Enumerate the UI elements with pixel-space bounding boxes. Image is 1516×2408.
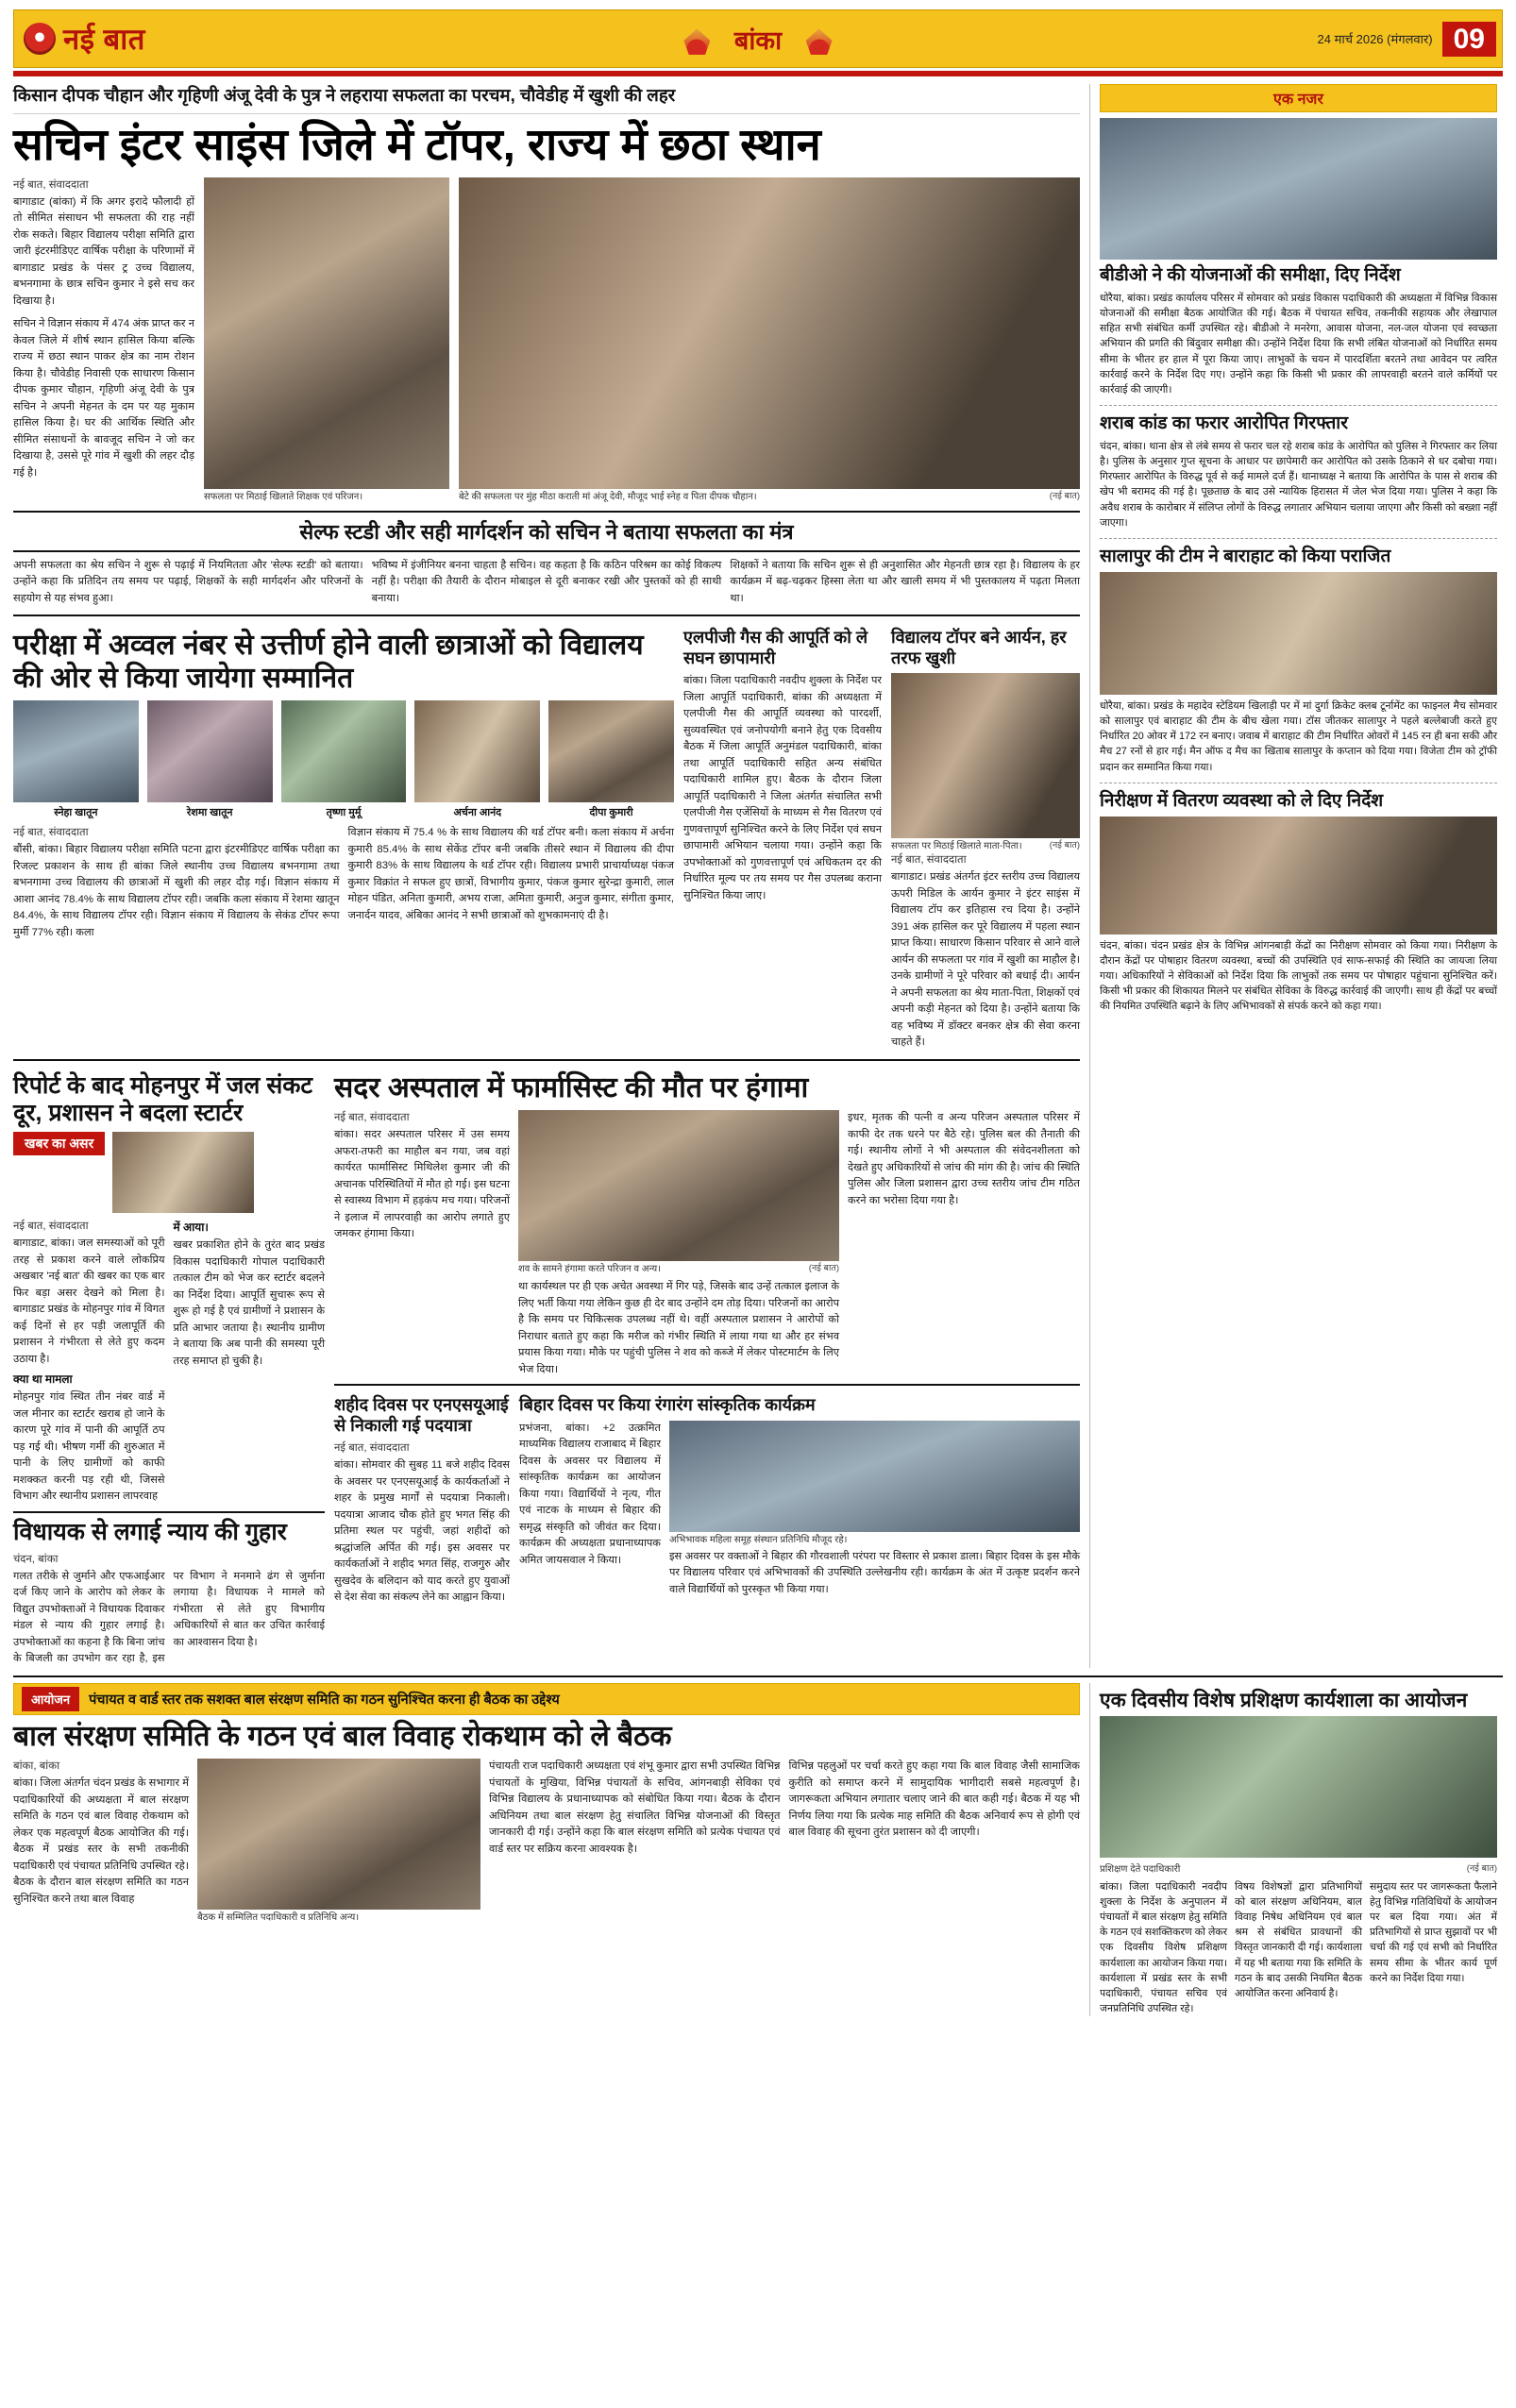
lead-para-1: बागाडाट (बांका) में कि अगर इरादे फौलादी हों तो सीमित संसाधन भी सफलता की राह नहीं रोक सकते। बिहार विद्यालय परीक्षा समिति द्वारा जारी इंटरमीडिएट वार्षिक परीक्षा के परिणामों में बागाडाट प्रखंड के पंसर ट्र उच्च विद्यालय, बभनगामा के छात्र सचिन कुमार ने इसे सच कर दिखाया है। xyxy=(13,195,194,307)
vidhayak-byline: चंदन, बांका xyxy=(13,1553,59,1565)
mohanpur-sub-1: क्या था मामला xyxy=(13,1372,73,1387)
sidebar-item-title-2: शराब कांड का फरार आरोपित गिरफ्तार xyxy=(1100,413,1348,434)
lead-photo-2 xyxy=(459,177,1080,489)
bottom-photo-caption: बैठक में सम्मिलित पदाधिकारी व प्रतिनिधि अन्य। xyxy=(197,1912,360,1924)
khabar-ka-asar-tag: खबर का असर xyxy=(13,1132,105,1155)
sadar-photo-credit: (नई बात) xyxy=(808,1263,839,1274)
girls-col-1: बौंसी, बांका। बिहार विद्यालय परीक्षा समिति पटना द्वारा इंटरमीडिएट वार्षिक परीक्षा का रिजल्ट प्रकाशन के साथ ही बांका जिले स्थानीय उच्च विद्यालय बभनगामा तथा बभनगामा उच्च विद्यालय की छात्राओं में खुशी की लहर दौड़ गई। विज्ञान संकाय में आशा आनंद 78.4% के साथ विद्यालय टॉपर रही। जबकि कला संकाय में रेशमा खातून 84.4%, के साथ विद्यालय टॉपर रही। विज्ञान संकाय में विद्यालय के सेकंड टॉपर रूपा मुर्मी 77% रही। कला xyxy=(13,844,340,938)
arjun-photo xyxy=(891,673,1080,838)
sadar-col-3: इधर, मृतक की पत्नी व अन्य परिजन अस्पताल परिसर में काफी देर तक धरने पर बैठे रहे। पुलिस बल की तैनाती की गई। स्थानीय लोगों ने भी अस्पताल की संवेदनशीलता को देखते हुए अधिकारियों से जांच की मांग की है। जांच की स्थिति पुलिस और जिला प्रशासन द्वारा उच्च स्तरीय जांच टीम गठित करने का भरोसा दिया गया है। xyxy=(848,1112,1080,1206)
arjun-text: बागाडाट। प्रखंड अंतर्गत इंटर स्तरीय उच्च विद्यालय ऊपरी मिडिल के आर्यन कुमार ने इंटर साइंस में विद्यालय टॉप कर इतिहास रच दिया है। उन्होंने 391 अंक हासिल कर पूरे विद्यालय में पहला स्थान प्राप्त किया। साधारण किसान परिवार से आने वाले आर्यन की सफलता पर गांव में खुशी का माहौल है। उनके ग्रामीणों ने पूरे परिवार को बधाई दी। आर्यन ने अपनी सफलता का श्रेय माता-पिता, शिक्षकों एवं अपनी कड़ी मेहनत को दिया है। उन्होंने बताया कि वह भविष्य में डॉक्टर बनकर क्षेत्र की सेवा करना चाहते हैं। xyxy=(891,871,1080,1049)
bottom-section xyxy=(13,1675,1503,2017)
edition-name xyxy=(14,22,1502,57)
mohanpur-photo xyxy=(112,1132,254,1213)
mantra-col-3: शिक्षकों ने बताया कि सचिन शुरू से ही अनुशासित और मेहनती छात्र रहा है। विद्यालय के हर कार्यक्रम में बढ़-चढ़कर हिस्सा लेता था और खाली समय में भी पुस्तकालय में पढ़ता मिलता था। xyxy=(730,559,1081,604)
bottom-right-caption: प्रशिक्षण देते पदाधिकारी xyxy=(1100,1863,1181,1875)
girls-col-2: विज्ञान संकाय में 75.4 % के साथ विद्यालय की थर्ड टॉपर बनी। कला संकाय में अर्चना कुमारी 85.4% के साथ सेकेंड टॉपर बनी जबकि तीसरे स्थान में विद्यालय की दीपा कुमारी 83% के साथ विद्यालय के थर्ड टॉपर रही। विद्यालय प्रभारी प्राचार्याध्यक्ष पंकज कुमार विक्रांत ने सफल हुए छात्रों, विभागीय कुमार, पंकज कुमार सुरेन्द्रा कुमारी, लाल मोहन पंडित, अनिता कुमारी, अभय राजा, अमिता कुमारी, अनुज कुमार, संगीता कुमार, जनार्दन यादव, अंबिका आनंद ने सभी छात्राओं को शुभकामनाएं दी है। xyxy=(347,827,674,921)
girls-headline: परीक्षा में अव्वल नंबर से उत्तीर्ण होने वाली छात्राओं को विद्यालय की ओर से किया जायेगा सम्मानित xyxy=(13,630,644,694)
bihar-diwas-photo xyxy=(669,1421,1080,1532)
photo-credit: (नई बात) xyxy=(1049,490,1080,501)
girl-photo xyxy=(548,700,674,802)
sidebar-header: एक नजर xyxy=(1100,84,1497,112)
girl-item xyxy=(147,700,273,819)
bottom-col-2: पंचायती राज पदाधिकारी अध्यक्षता एवं शंभू कुमार द्वारा सभी उपस्थित विभिन्न पंचायतों के मुखिया, विभिन्न पंचायतों के सचिव, आंगनबाड़ी सेविका एवं विभिन्न विद्यालय के प्रधानाध्यापक को संबोधित किया गया। बैठक के दौरान अधिनियम तथा बाल संरक्षण हेतु संचालित विभिन्न योजनाओं की विस्तृत जानकारी दी गई। उन्होंने कहा कि बाल संरक्षण समिति को प्रत्येक पंचायत एवं वार्ड स्तर पर सक्रिय करना आवश्यक है। xyxy=(489,1760,781,1855)
girl-item xyxy=(548,700,674,819)
bottom-right-col-3: समुदाय स्तर पर जागरूकता फैलाने हेतु विभिन्न गतिविधियों के आयोजन पर बल दिया गया। अंत में प्रतिभागियों से प्राप्त सुझावों पर भी चर्चा की गई एवं सभी को निर्धारित समय सीमा के भीतर कार्य पूर्ण करने का निर्देश दिया गया। xyxy=(1370,1880,1497,1984)
lpg-story xyxy=(683,624,882,1052)
girl-photo xyxy=(281,700,407,802)
girls-byline: नई बात, संवाददाता xyxy=(13,827,89,839)
bottom-col-3: विभिन्न पहलुओं पर चर्चा करते हुए कहा गया कि बाल विवाह जैसी सामाजिक कुरीति को समाप्त करने में सामुदायिक भागीदारी सबसे महत्वपूर्ण है। जागरूकता अभियान लगातार चलाए जाने की बात कही गई। बैठक में यह भी निर्णय लिया गया कि प्रत्येक माह समिति की बैठक अनिवार्य रूप से होगी एवं बाल विवाह की सूचना तुरंत प्रशासन को दी जाएगी। xyxy=(788,1760,1080,1839)
mantra-subhead: सेल्फ स्टडी और सही मार्गदर्शन को सचिन ने बताया सफलता का मंत्र xyxy=(13,511,1080,552)
sidebar-photo-2 xyxy=(1100,572,1497,695)
main-content xyxy=(13,84,1080,1668)
bottom-right-col-1: बांका। जिला पदाधिकारी नवदीप शुक्ला के निर्देश के अनुपालन में पंचायतों में बाल संरक्षण हेतु समिति के गठन एवं सशक्तिकरण को लेकर एक दिवसीय विशेष प्रशिक्षण कार्यशाला का आयोजन किया गया। कार्यशाला में प्रखंड स्तर के सभी पदाधिकारी, पंचायत सचिव एवं जनप्रतिनिधि उपस्थित रहे। xyxy=(1100,1880,1227,2015)
sidebar-item-text-4: चंदन, बांका। चंदन प्रखंड क्षेत्र के विभिन्न आंगनबाड़ी केंद्रों का निरीक्षण सोमवार को किया गया। निरीक्षण के दौरान केंद्रों पर पोषाहार वितरण व्यवस्था, बच्चों की उपस्थिति एवं साफ-सफाई की स्थिति का जायजा लिया गया। अधिकारियों ने सेविकाओं को निर्देश दिया कि लाभुकों तक समय पर पोषाहार पहुंचाना सुनिश्चित करें। किसी भी प्रकार की शिकायत मिलने पर संबंधित सेविका के विरुद्ध कार्रवाई की जाएगी। साथ ही केंद्रों पर बच्चों की नियमित उपस्थिति बढ़ाने के लिए अभिभावकों से संपर्क करने को कहा गया। xyxy=(1100,939,1497,1013)
girl-photo xyxy=(147,700,273,802)
aayojan-tag: आयोजन xyxy=(22,1687,79,1711)
bihar-diwas-text-2: इस अवसर पर वक्ताओं ने बिहार की गौरवशाली परंपरा पर विस्तार से प्रकाश डाला। बिहार दिवस के इस मौके पर विद्यालय परिवार एवं अभिभावकों की उपस्थिति उल्लेखनीय रही। कार्यक्रम के अंत में उत्कृष्ट प्रदर्शन करने वाले विद्यार्थियों को पुरस्कृत भी किया गया। xyxy=(669,1550,1080,1595)
bihar-diwas-headline: बिहार दिवस पर किया रंगारंग सांस्कृतिक कार्यक्रम xyxy=(519,1395,816,1415)
mohanpur-col-2: खबर प्रकाशित होने के तुरंत बाद प्रखंड विकास पदाधिकारी गोपाल पदाधिकारी तत्काल टीम को भेज कर स्टार्टर बदलने का निर्देश दिया। आपूर्ति सुचारू रूप से शुरू हो गई है एवं ग्रामीणों ने प्रशासन के प्रति आभार जताया है। स्थानीय ग्रामीण ने बताया कि अब पानी की समस्या पूरी तरह समाप्त हो चुकी है। xyxy=(173,1239,325,1367)
masthead-rule xyxy=(13,71,1503,76)
vidhayak-headline: विधायक से लगाई न्याय की गुहार xyxy=(13,1518,287,1545)
bottom-right-photo xyxy=(1100,1716,1497,1858)
mohanpur-story xyxy=(13,1067,325,1668)
girl-item xyxy=(13,700,139,819)
bihar-diwas-story xyxy=(519,1391,1080,1607)
bottom-band-strip xyxy=(13,1683,1080,1715)
shaheed-byline: नई बात, संवाददाता xyxy=(334,1442,410,1455)
lead-photo-1-wrap xyxy=(204,177,449,503)
lead-kicker: किसान दीपक चौहान और गृहिणी अंजू देवी के पुत्र ने लहराया सफलता का परचम, चौवेडीह में खुशी की लहर xyxy=(13,84,1080,114)
sadar-story xyxy=(334,1067,1080,1668)
vidhayak-text: गलत तरीके से जुर्माने और एफआईआर दर्ज किए जाने के आरोप को लेकर के विद्युत उपभोक्ताओं ने विधायक दिवाकर मंडल से न्याय की गुहार लगाई है। उपभोक्ताओं का कहना है कि बिना जांच के बिजली का उपभोग कर रहा है, इस पर विभाग ने मनमाने ढंग से जुर्माना लगाया है। विधायक ने मामले को गंभीरता से लेते हुए विभागीय अधिकारियों से बात कर उचित कार्रवाई का आश्वासन दिया है। xyxy=(13,1570,325,1665)
lead-photo-1 xyxy=(204,177,449,489)
mohanpur-headline: रिपोर्ट के बाद मोहनपुर में जल संकट दूर, प्रशासन ने बदला स्टार्टर xyxy=(13,1071,313,1126)
arjun-story xyxy=(891,624,1080,1052)
girls-story xyxy=(13,624,674,1052)
girl-photo xyxy=(13,700,139,802)
sidebar-ek-nazar xyxy=(1089,84,1497,1668)
sidebar-item-text-3: धोरैया, बांका। प्रखंड के महादेव स्टेडियम खिलाड़ी पर में मां दुर्गा क्रिकेट क्लब टूर्नामेंट का फाइनल मैच सोमवार को सालापुर एवं बाराहाट की टीम के बीच खेला गया। टॉस जीतकर सालापुर ने पहले बल्लेबाजी करते हुए निर्धारित 20 ओवर में 172 रन बनाए। जवाब में बाराहाट की टीम निर्धारित ओवरों में 145 रन ही बना सकी और मैच 27 रनों से हार गई। मैन ऑफ द मैच का खिताब सालापुर के कप्तान को दिया गया। विजेता टीम को ट्रॉफी प्रदान कर सम्मानित किया गया। xyxy=(1100,699,1498,773)
edition-label: बांका xyxy=(733,25,783,55)
sidebar-item-title-1: बीडीओ ने की योजनाओं की समीक्षा, दिए निर्देश xyxy=(1100,265,1401,285)
sadar-photo-caption: शव के सामने हंगामा करते परिजन व अन्य। xyxy=(518,1264,662,1275)
lead-photo-2-wrap xyxy=(459,177,1080,503)
mantra-col-2: भविष्य में इंजीनियर बनना चाहता है सचिन। वह कहता है कि कठिन परिश्रम का कोई विकल्प नहीं है। परीक्षा की तैयारी के दौरान मोबाइल से दूरी बनाकर रखी और पुस्तकों को ही साथी बनाया। xyxy=(371,559,722,604)
girl-name: तृष्णा मुर्मू xyxy=(326,807,362,819)
girls-photo-row xyxy=(13,700,674,819)
bottom-col-1: बांका। जिला अंतर्गत चंदन प्रखंड के सभागार में पदाधिकारियों की अध्यक्षता में बाल संरक्षण समिति के गठन एवं बाल विवाह रोकथाम को लेकर एक महत्वपूर्ण बैठक आयोजित की गई। बैठक में प्रखंड स्तर के सभी तकनीकी पदाधिकारी एवं पंचायत प्रतिनिधि उपस्थित रहे। बैठक के दौरान बाल संरक्षण समिति का गठन सुनिश्चित करने तथा बाल विवाह xyxy=(13,1777,189,1905)
arjun-byline: नई बात, संवाददाता xyxy=(891,854,967,867)
bottom-band-text: पंचायत व वार्ड स्तर तक सशक्त बाल संरक्षण समिति का गठन सुनिश्चित करना ही बैठक का उद्देश्य xyxy=(89,1692,560,1708)
mantra-col-1: अपनी सफलता का श्रेय सचिन ने शुरू से पढ़ाई में नियमितता और 'सेल्फ स्टडी' को बताया। उन्होंने कहा कि प्रतिदिन तय समय पर पढ़ाई, शिक्षकों के सही मार्गदर्शन और परिजनों के सहयोग से यह संभव हुआ। xyxy=(13,559,363,604)
lpg-text: बांका। जिला पदाधिकारी नवदीप शुक्ला के निर्देश पर जिला आपूर्ति पदाधिकारी, बांका की अध्यक्षता में एलपीजी गैस की आपूर्ति व्यवस्था को पारदर्शी, सुव्यवस्थित एवं जनोपयोगी बनाने हेतु एक दिवसीय बैठक में जिला आपूर्ति अनुमंडल पदाधिकारी, बांका तथा आपूर्ति पदाधिकारी सहित अन्य संबंधित पदाधिकारी शामिल हुए। बैठक के दौरान जिला आपूर्ति पदाधिकारी ने जिला अंतर्गत संचालित सभी एलपीजी गैस एजेंसियों के माध्यम से गैस वितरण एवं गुणवत्तापूर्ण सुनिश्चित करने के लिए निर्देश एवं सघन छापामारी अभियान चलाया गया। उन्होंने कहा कि उपभोक्ताओं को गुणवत्तापूर्ण एवं अधिकतम दर की निर्धारित मूल्य पर तय समय पर गैस उपलब्ध कराना सुनिश्चित किया जाए। xyxy=(683,675,882,901)
girl-name: स्नेहा खातून xyxy=(54,807,98,819)
lead-para-2: सचिन ने विज्ञान संकाय में 474 अंक प्राप्त कर न केवल जिले में शीर्ष स्थान हासिल किया बल्कि राज्य में छठा स्थान पाकर क्षेत्र का नाम रोशन किया है। चौवेडीह निवासी एक साधारण किसान दीपक कुमार चौहान, गृहिणी अंजू देवी के पुत्र सचिन ने अपनी मेहनत के दम पर यह मुकाम हासिल किया है। घर की आर्थिक स्थिति और सीमित संसाधनों के बावजूद सचिन ने जो कर दिखाया है, उससे पूरे गांव में खुशी की लहर दौड़ गई है। xyxy=(13,318,194,479)
girl-name: अर्चना आनंद xyxy=(453,807,502,819)
bihar-diwas-text-1: प्रभंजना, बांका। +2 उत्क्रमित माध्यमिक विद्यालय राजाबाद में बिहार दिवस के अवसर पर विद्यालय में सांस्कृतिक कार्यक्रम का आयोजन किया गया। विद्यार्थियों ने नृत्य, गीत एवं नाटक के माध्यम से बिहार की समृद्ध संस्कृति को जीवंत कर दिया। कार्यक्रम की अध्यक्षता प्रधानाध्यापक अमित जायसवाल ने किया। xyxy=(519,1422,661,1566)
sadar-headline: सदर अस्पताल में फार्मासिस्ट की मौत पर हंगामा xyxy=(334,1071,809,1103)
ornament-right-icon xyxy=(806,28,833,55)
sidebar-item-text-1: धोरैया, बांका। प्रखंड कार्यालय परिसर में सोमवार को प्रखंड विकास पदाधिकारी की अध्यक्षता में विभिन्न विकास योजनाओं की समीक्षा बैठक आयोजित की गई। बैठक में पंचायत सचिव, तकनीकी सहायक और लेखापाल सहित सभी संबंधित कर्मी उपस्थित रहे। बीडीओ ने मनरेगा, आवास योजना, नल-जल योजना एवं स्वच्छता अभियान की प्रगति की बिंदुवार समीक्षा की। उन्होंने निर्देश दिया कि सभी लंबित योजनाओं को निर्धारित समय सीमा के भीतर हर हाल में पूरा किया जाए। लाभुकों के चयन में पारदर्शिता बरतने तथा आवेदन पर त्वरित कार्रवाई करने के निर्देश दिए गए। उन्होंने कहा कि किसी भी प्रकार की लापरवाही बरतने वाले कर्मियों पर कार्रवाई की जाएगी। xyxy=(1100,292,1497,396)
bottom-byline: बांका, बांका xyxy=(13,1760,60,1773)
sadar-photo xyxy=(518,1110,839,1261)
bihar-diwas-caption: अभिभावक महिला समूह संस्थान प्रतिनिधि मौजूद रहे। xyxy=(669,1534,848,1545)
bottom-photo xyxy=(197,1759,480,1910)
lead-photo-1-caption: सफलता पर मिठाई खिलाते शिक्षक एवं परिजन। xyxy=(204,491,363,502)
masthead xyxy=(13,9,1503,68)
sadar-col-2: था कार्यस्थल पर ही एक अचेत अवस्था में गिर पड़े, जिसके बाद उन्हें तत्काल इलाज के लिए भर्ती किया गया लेकिन कुछ ही देर बाद उन्होंने दम तोड़ दिया। परिजनों का आरोप है कि समय पर चिकित्सक उपलब्ध नहीं थे। वहीं अस्पताल प्रशासन ने आरोपों को निराधार बताते हुए कहा कि मरीज को गंभीर स्थिति में लाया गया था और हर संभव प्रयास किया गया। मौके पर पहुंची पुलिस ने शव को कब्जे में लेकर पोस्टमार्टम के लिए भेज दिया। xyxy=(518,1281,839,1375)
girl-name: दीपा कुमारी xyxy=(589,807,633,819)
sidebar-item-title-4: निरीक्षण में वितरण व्यवस्था को ले दिए निर्देश xyxy=(1100,790,1384,811)
sidebar-item-title-3: सालापुर की टीम ने बाराहाट को किया पराजित xyxy=(1100,547,1391,567)
bottom-right-col-2: विषय विशेषज्ञों द्वारा प्रतिभागियों को बाल संरक्षण अधिनियम, बाल विवाह निषेध अधिनियम एवं बाल श्रम से संबंधित प्रावधानों की विस्तृत जानकारी दी गई। कार्यशाला में यह भी बताया गया कि समिति के गठन के बाद उसकी नियमित बैठक आयोजित करना अनिवार्य है। xyxy=(1235,1880,1362,2000)
girl-item xyxy=(414,700,540,819)
arjun-headline: विद्यालय टॉपर बने आर्यन, हर तरफ खुशी xyxy=(891,628,1067,667)
brand-title: नई बात xyxy=(63,23,145,56)
mohanpur-col-1: बागाडाट, बांका। जल समस्याओं को पूरी तरह से प्रकाश करने वाले लोकप्रिय अखबार 'नई बात' की खबर का एक बार फिर बड़ा असर देखने को मिला है। बागाडाट प्रखंड के मोहनपुर गांव में विगत कई दिनों से हर पड़ी जलापूर्ति की प्रशासन ने गंभीरता से लेते हुए कदम उठाया है। xyxy=(13,1238,165,1365)
bottom-headline: बाल संरक्षण समिति के गठन एवं बाल विवाह रोकथाम को ले बैठक xyxy=(13,1720,672,1752)
shaheed-story xyxy=(334,1391,510,1607)
shaheed-headline: शहीद दिवस पर एनएसयूआई से निकाली गई पदयात्रा xyxy=(334,1395,509,1435)
girl-item xyxy=(281,700,407,819)
girl-photo xyxy=(414,700,540,802)
mohanpur-sub-2: में आया। xyxy=(173,1221,209,1235)
sidebar-photo-1 xyxy=(1100,118,1497,260)
lead-headline: सचिन इंटर साइंस जिले में टॉपर, राज्य में छठा स्थान xyxy=(13,118,821,169)
ornament-left-icon xyxy=(683,28,710,55)
bottom-right-credit: (नई बात) xyxy=(1466,1862,1497,1874)
page-number: 09 xyxy=(1442,22,1496,57)
issue-date: 24 मार्च 2026 (मंगलवार) xyxy=(1317,32,1433,46)
girl-name: रेशमा खातून xyxy=(186,807,233,819)
lead-byline: नई बात, संवाददाता xyxy=(13,178,89,191)
lead-photo-2-caption: बेटे की सफलता पर मुंह मीठा कराती मां अंजू देवी, मौजूद भाई स्नेह व पिता दीपक चौहान। xyxy=(459,491,757,502)
shaheed-text: बांका। सोमवार की सुबह 11 बजे शहीद दिवस के अवसर पर एनएसयूआई के कार्यकर्ताओं ने शहर के प्रमुख मार्गों से पदयात्रा निकाली। पदयात्रा आजाद चौक होते हुए भगत सिंह की प्रतिमा स्थल पर पहुंची, जहां शहीदों को श्रद्धांजलि अर्पित की गई। इस अवसर पर कार्यकर्ताओं ने शहीद भगत सिंह, राजगुरु और सुखदेव के बलिदान को याद करते हुए युवाओं से देश सेवा का संकल्प लेने का आह्वान किया। xyxy=(334,1459,510,1604)
sadar-col-1: बांका। सदर अस्पताल परिसर में उस समय अफरा-तफरी का माहौल बन गया, जब वहां कार्यरत फार्मासिस्ट मिथिलेश कुमार जी की अचानक परिस्थितियों में मौत हो गई। इस घटना से स्वास्थ्य विभाग में हड़कंप मच गया। परिजनों ने इलाज में लापरवाही का आरोप लगाते हुए जमकर हंगामा किया। xyxy=(334,1129,510,1240)
sadar-byline: नई बात, संवाददाता xyxy=(334,1112,410,1124)
arjun-photo-credit: (नई बात) xyxy=(1049,840,1080,851)
sidebar-item-text-2: चंदन, बांका। थाना क्षेत्र से लंबे समय से फरार चल रहे शराब कांड के आरोपित को पुलिस ने गिरफ्तार कर लिया है। पुलिस के अनुसार गुप्त सूचना के आधार पर छापेमारी कर आरोपित को उसके ठिकाने से धर दबोचा गया। गिरफ्तार आरोपित के विरुद्ध पूर्व से कई मामले दर्ज हैं। थानाध्यक्ष ने बताया कि आरोपित के पास से शराब की खेप भी बरामद की गई है। पूछताछ के बाद उसे न्यायिक हिरासत में जेल भेज दिया गया। पुलिस ने कहा कि अवैध शराब के कारोबार में संलिप्त लोगों के विरुद्ध लगातार अभियान चलाया जाएगा और किसी को बख्शा नहीं जाएगा। xyxy=(1100,440,1497,529)
bottom-right-headline: एक दिवसीय विशेष प्रशिक्षण कार्यशाला का आयोजन xyxy=(1100,1689,1468,1711)
lpg-headline: एलपीजी गैस की आपूर्ति को ले सघन छापामारी xyxy=(683,628,868,667)
lead-text-column xyxy=(13,177,194,503)
sidebar-photo-3 xyxy=(1100,817,1497,935)
bottom-right-story xyxy=(1089,1683,1497,2017)
arjun-photo-caption: सफलता पर मिठाई खिलाते माता-पिता। xyxy=(891,841,1022,852)
mohanpur-byline: नई बात, संवाददाता xyxy=(13,1221,89,1233)
mohanpur-col-1b: मोहनपुर गांव स्थित तीन नंबर वार्ड में जल मीनार का स्टार्टर खराब हो जाने के कारण पूरे गांव में पानी की आपूर्ति ठप पड़ गई थी। भीषण गर्मी की शुरुआत में पानी के लिए ग्रामीणों को काफी मशक्कत करनी पड़ रही थी, जिससे विभाग और स्थानीय प्रशासन लापरवाह xyxy=(13,1391,165,1503)
